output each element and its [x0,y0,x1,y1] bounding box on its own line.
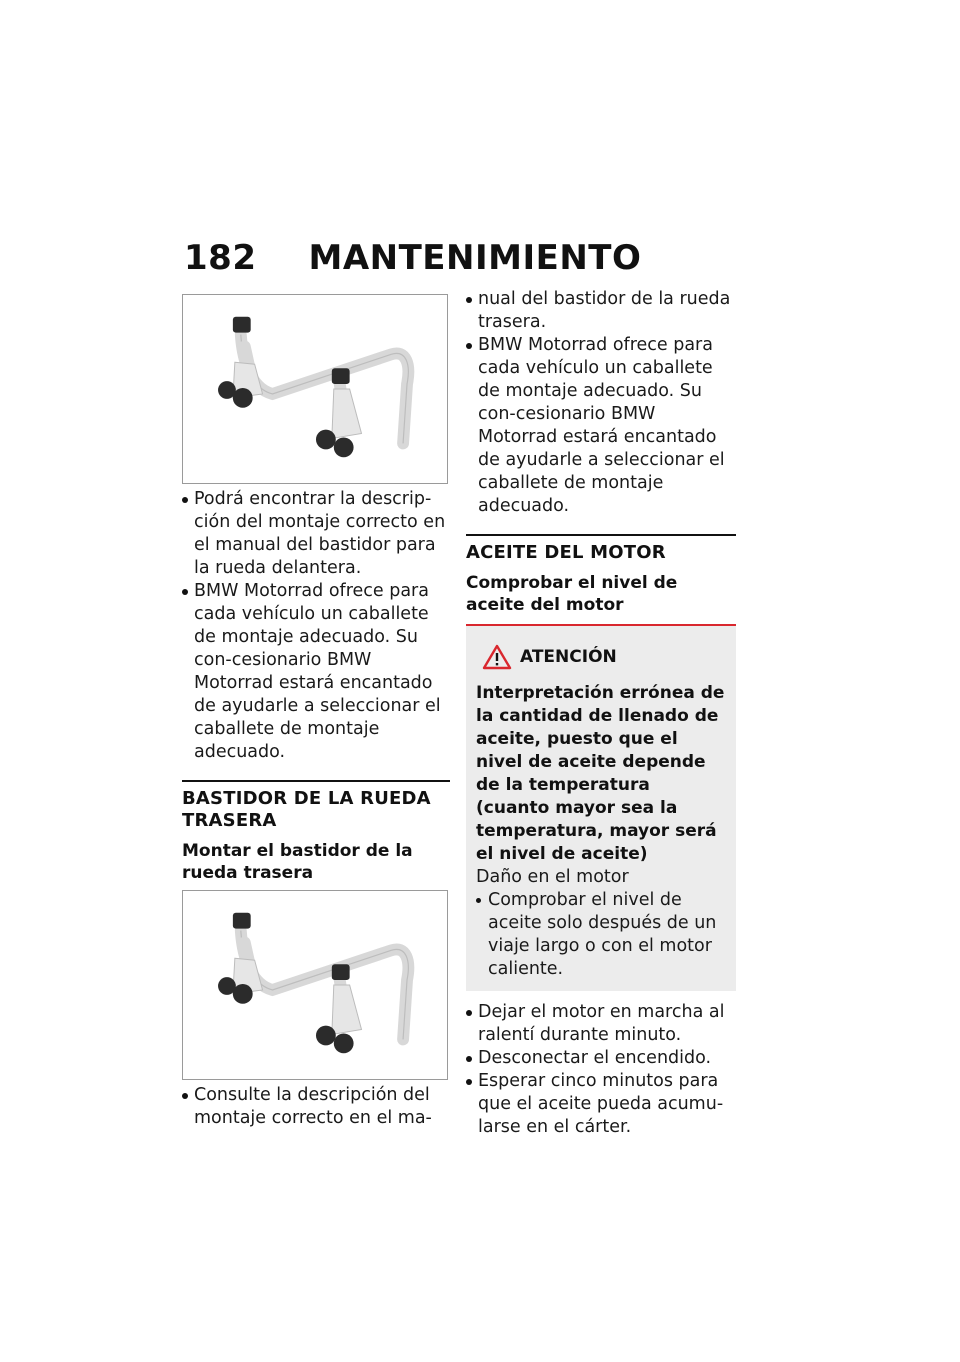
right-column [466,288,736,1139]
left-column [182,294,450,1130]
warning-lead: Interpretación errónea de la cantidad de llenado de aceite, puesto que el nivel de aceite depende de la temperatura (cuanto mayor sea la temperatura, mayor será el nivel de aceite) [476,683,725,864]
warning-remedy-list [476,889,726,981]
list-item: nual del bastidor de la rueda trasera. [466,288,736,334]
list-item: BMW Motorrad ofrece para cada vehículo un caballete de montaje adecuado. Su con-cesionario BMW Motorrad estará encantado de ayudarle a seleccionar el caballete de montaje adecuado. [182,580,450,764]
sub-title: Comprobar el nivel de aceite del motor [466,573,678,615]
page-number: 182 [184,238,257,278]
chapter-title: MANTENIMIENTO [308,238,642,278]
list-item: Esperar cinco minutos para que el aceite pueda acumu-larse en el cárter. [466,1070,736,1139]
bullet-list [466,288,736,518]
wheel-stand-illustration [183,295,447,483]
section-title: ACEITE DEL MOTOR [466,534,736,564]
section-title: BASTIDOR DE LA RUEDA TRASERA [182,780,450,832]
list-item: Comprobar el nivel de aceite solo después de un viaje largo o con el motor caliente. [476,889,726,981]
front-stand-figure [182,294,448,484]
page-header [184,238,641,278]
warning-consequence: Daño en el motor [476,867,629,887]
sub-title: Montar el bastidor de la rueda trasera [182,841,413,883]
warning-box [466,624,736,991]
warning-header [476,644,726,670]
list-item: BMW Motorrad ofrece para cada vehículo un caballete de montaje adecuado. Su con-cesionario BMW Motorrad estará encantado de ayudarle a seleccionar el caballete de montaje adecuado. [466,334,736,518]
bullet-list [182,1084,450,1130]
list-item: Dejar el motor en marcha al ralentí durante minuto. [466,1001,736,1047]
rear-stand-figure [182,890,448,1080]
warning-label: ATENCIÓN [520,647,617,667]
list-item: Desconectar el encendido. [466,1047,736,1070]
list-item: Consulte la descripción del montaje correcto en el ma- [182,1084,450,1130]
list-item: Podrá encontrar la descrip-ción del montaje correcto en el manual del bastidor para la rueda delantera. [182,488,450,580]
bullet-list [182,488,450,764]
bullet-list [466,1001,736,1139]
wheel-stand-illustration [183,891,447,1079]
warning-triangle-icon [482,644,512,670]
